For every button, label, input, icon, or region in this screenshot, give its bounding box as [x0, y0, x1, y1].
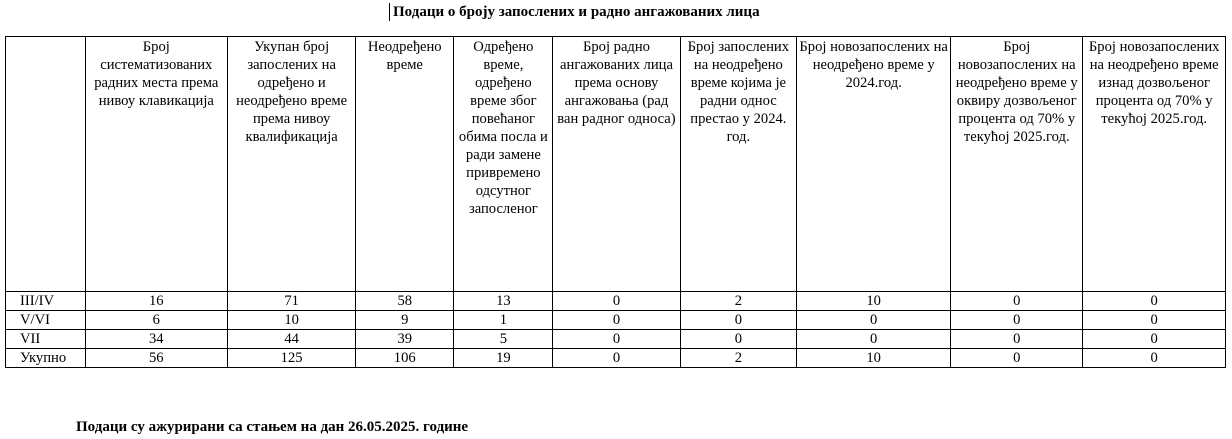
header-fixed-term: Одређено време, одређено време због повећаног обима посла и ради замене привремено одсутног запосленог: [454, 37, 553, 292]
table-row: [6, 330, 1226, 349]
table-cell: 0: [951, 292, 1083, 311]
table-row: [6, 292, 1226, 311]
table-cell: 10: [797, 349, 951, 368]
table-cell: 0: [1083, 349, 1226, 368]
table-cell: 0: [1083, 311, 1226, 330]
header-systematized-positions: Број систематизованих радних места према нивоу клавикација: [85, 37, 228, 292]
table-cell: 106: [356, 349, 454, 368]
table-cell: 19: [454, 349, 553, 368]
document-title: Подаци о броју запослених и радно ангажованих лица: [389, 3, 760, 21]
table-cell: 0: [951, 311, 1083, 330]
row-label: VII: [6, 330, 86, 349]
table-cell: 39: [356, 330, 454, 349]
table-cell: 0: [680, 330, 797, 349]
header-new-hires-2024: Број новозапослених на неодређено време у 2024.год.: [797, 37, 951, 292]
table-cell: 0: [553, 311, 680, 330]
header-total-employees: Укупан број запослених на одређено и неодређено време према нивоу квалификација: [228, 37, 356, 292]
table-cell: 0: [951, 330, 1083, 349]
table-cell: 0: [553, 292, 680, 311]
table-cell: 58: [356, 292, 454, 311]
table-cell: 0: [553, 330, 680, 349]
table-cell: 0: [951, 349, 1083, 368]
table-cell: 0: [1083, 292, 1226, 311]
table-cell: 0: [797, 330, 951, 349]
table-cell: 71: [228, 292, 356, 311]
table-cell: 6: [85, 311, 228, 330]
header-cell-empty: [6, 37, 86, 292]
table-cell: 16: [85, 292, 228, 311]
header-engaged-persons: Број радно ангажованих лица према основу ангажовања (рад ван радног односа): [553, 37, 680, 292]
table-cell: 0: [553, 349, 680, 368]
table-cell: 13: [454, 292, 553, 311]
table-cell: 10: [228, 311, 356, 330]
table-header-row: [6, 37, 1226, 292]
table-row: [6, 311, 1226, 330]
table-cell: 44: [228, 330, 356, 349]
row-label: V/VI: [6, 311, 86, 330]
header-permanent: Неодређено време: [356, 37, 454, 292]
header-new-hires-above-70: Број новозапослених на неодређено време изнад дозвољеног процента од 70% у текућој 2025.год.: [1083, 37, 1226, 292]
table-cell: 2: [680, 292, 797, 311]
table-cell: 0: [680, 311, 797, 330]
table-cell: 56: [85, 349, 228, 368]
table-cell: 0: [797, 311, 951, 330]
table-row-total: [6, 349, 1226, 368]
row-label: Укупно: [6, 349, 86, 368]
table-cell: 5: [454, 330, 553, 349]
header-terminated-2024: Број запослених на неодређено време којима је радни однос престао у 2024. год.: [680, 37, 797, 292]
table-cell: 1: [454, 311, 553, 330]
table-cell: 125: [228, 349, 356, 368]
table-cell: 10: [797, 292, 951, 311]
table-cell: 34: [85, 330, 228, 349]
header-new-hires-within-70: Број новозапослених на неодређено време у оквиру дозвољеног процента од 70% у текућој 2025.год.: [951, 37, 1083, 292]
table-cell: 2: [680, 349, 797, 368]
staff-table: [5, 36, 1226, 368]
update-note: Подаци су ажурирани са стањем на дан 26.05.2025. године: [76, 419, 469, 435]
row-label: III/IV: [6, 292, 86, 311]
table-cell: 9: [356, 311, 454, 330]
table-cell: 0: [1083, 330, 1226, 349]
